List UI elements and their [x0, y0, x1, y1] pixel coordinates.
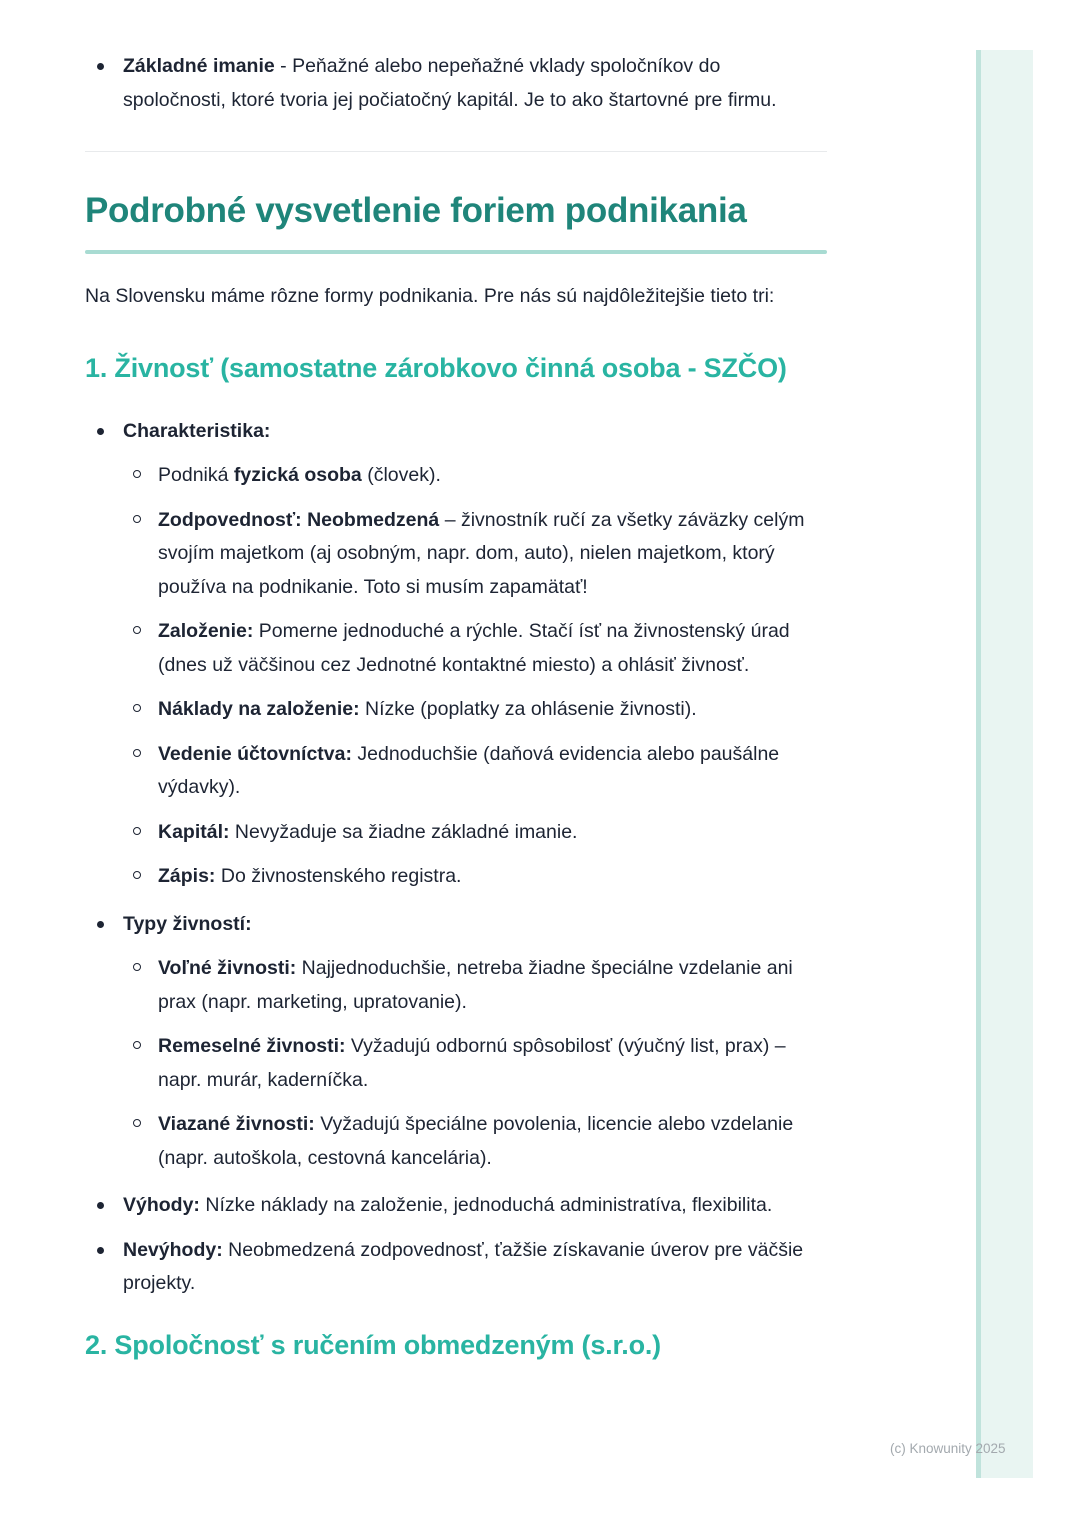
list-item-text: Výhody: Nízke náklady na založenie, jednoduchá administratíva, flexibilita.: [123, 1194, 773, 1216]
group-label: Typy živností:: [123, 912, 252, 935]
bullet-circle-icon: [133, 963, 141, 971]
bullet-dot-icon: [97, 63, 104, 70]
list-item-text: Kapitál: Nevyžaduje sa žiadne základné imanie.: [158, 820, 578, 843]
subsection-title-sro: 2. Spoločnosť s ručením obmedzeným (s.r.o.): [85, 1329, 661, 1360]
list-item-text: [123, 50, 827, 117]
bullet-circle-icon: [133, 1041, 141, 1049]
list-item-text: Remeselné živnosti: Vyžadujú odbornú spôsobilosť (výučný list, prax) – napr. murár, kaderníčka.: [158, 1035, 786, 1091]
bullet-dot-icon: [97, 1202, 104, 1209]
subsection-title-zivnost: 1. Živnosť (samostatne zárobkovo činná osoba - SZČO): [85, 352, 787, 383]
list-item-text: Zápis: Do živnostenského registra.: [158, 865, 462, 887]
list-item: [85, 860, 827, 894]
list-item: [85, 459, 827, 493]
bullet-circle-icon: [133, 704, 141, 712]
list-item: [85, 504, 827, 605]
bullet-circle-icon: [133, 871, 141, 879]
document-content: [85, 0, 827, 1364]
bullet-circle-icon: [133, 827, 141, 835]
list-item: [85, 952, 827, 1019]
bullet-circle-icon: [133, 626, 141, 634]
list-item-text: Založenie: Pomerne jednoduché a rýchle. Stačí ísť na živnostenský úrad (dnes už väčšinou cez Jednotné kontaktné miesto) a ohlásiť živnosť.: [158, 620, 790, 676]
section-intro-paragraph: Na Slovensku máme rôzne formy podnikania. Pre nás sú najdôležitejšie tieto tri:: [85, 285, 775, 307]
list-item-text: Podniká fyzická osoba (človek).: [158, 464, 441, 486]
charakteristika-sublist: [85, 459, 827, 894]
list-item-text: Zodpovednosť: Neobmedzená – živnostník ručí za všetky záväzky celým svojím majetkom (aj osobným, napr. dom, auto), nielen majetkom, ktorý používa na podnikanie. Toto si musím zapamätať!: [158, 508, 805, 598]
bullet-dot-icon: [97, 428, 104, 435]
group-label: Charakteristika:: [123, 419, 271, 442]
list-item: [85, 816, 827, 850]
bullet-circle-icon: [133, 470, 141, 478]
term-definition: - Peňažné alebo nepeňažné vklady spoločníkov do spoločnosti, ktoré tvoria jej počiatočný kapitál. Je to ako štartovné pre firmu.: [123, 55, 777, 111]
list-item-text: Voľné živnosti: Najjednoduchšie, netreba žiadne špeciálne vzdelanie ani prax (napr. marketing, upratovanie).: [158, 957, 793, 1013]
copyright-watermark: (c) Knowunity 2025: [890, 1441, 1006, 1456]
list-item: [85, 738, 827, 805]
intro-bullet-list: [85, 50, 827, 117]
list-item: [85, 1030, 827, 1097]
bullet-dot-icon: [97, 921, 104, 928]
list-item-text: Viazané živnosti: Vyžadujú špeciálne povolenia, licencie alebo vzdelanie (napr. autoškola, cestovná kancelária).: [158, 1113, 794, 1169]
list-item: [85, 1108, 827, 1175]
list-item: [85, 50, 827, 117]
title-underline: [85, 250, 827, 254]
list-item: [85, 615, 827, 682]
list-item-text: Náklady na založenie: Nízke (poplatky za ohlásenie živnosti).: [158, 698, 697, 720]
page-margin-bar: [976, 50, 1033, 1478]
list-item-text: Vedenie účtovníctva: Jednoduchšie (daňová evidencia alebo paušálne výdavky).: [158, 742, 780, 798]
bullet-circle-icon: [133, 749, 141, 757]
zivnost-list: [85, 415, 827, 1301]
list-item: [85, 415, 827, 449]
bullet-circle-icon: [133, 1119, 141, 1127]
page-title: Podrobné vysvetlenie foriem podnikania: [85, 191, 747, 230]
list-item: [85, 1234, 827, 1301]
list-item: [85, 693, 827, 727]
section-divider: [85, 151, 827, 152]
list-item: [85, 908, 827, 942]
list-item-text: Nevýhody: Neobmedzená zodpovednosť, ťažšie získavanie úverov pre väčšie projekty.: [123, 1238, 804, 1294]
bullet-dot-icon: [97, 1247, 104, 1254]
bullet-circle-icon: [133, 515, 141, 523]
typy-sublist: [85, 952, 827, 1175]
term-label: Základné imanie: [123, 55, 275, 77]
list-item: [85, 1189, 827, 1223]
